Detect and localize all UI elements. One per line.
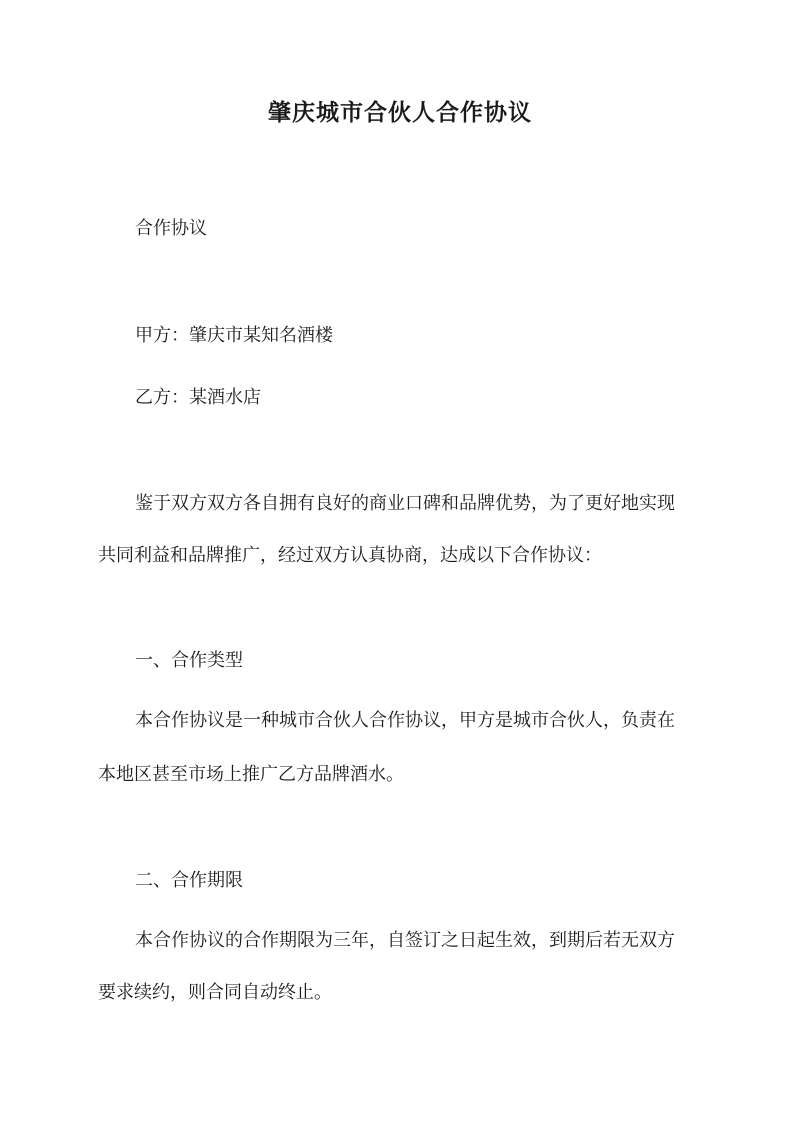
section-1-heading: 一、合作类型 xyxy=(135,650,243,671)
preamble-line-2: 共同利益和品牌推广，经过双方认真协商，达成以下合作协议： xyxy=(98,545,602,566)
section-2-heading: 二、合作期限 xyxy=(135,870,243,891)
agreement-heading: 合作协议 xyxy=(135,218,207,239)
section-1-line-1: 本合作协议是一种城市合伙人合作协议，甲方是城市合伙人，负责在 xyxy=(135,710,675,731)
party-b: 乙方：某酒水店 xyxy=(135,387,261,408)
preamble-line-1: 鉴于双方双方各自拥有良好的商业口碑和品牌优势，为了更好地实现 xyxy=(135,493,675,514)
party-a: 甲方：肇庆市某知名酒楼 xyxy=(135,325,333,346)
section-2-line-2: 要求续约，则合同自动终止。 xyxy=(98,982,332,1003)
section-1-line-2: 本地区甚至市场上推广乙方品牌酒水。 xyxy=(98,764,404,785)
section-2-line-1: 本合作协议的合作期限为三年，自签订之日起生效，到期后若无双方 xyxy=(135,930,675,951)
document-title: 肇庆城市合伙人合作协议 xyxy=(268,99,532,126)
